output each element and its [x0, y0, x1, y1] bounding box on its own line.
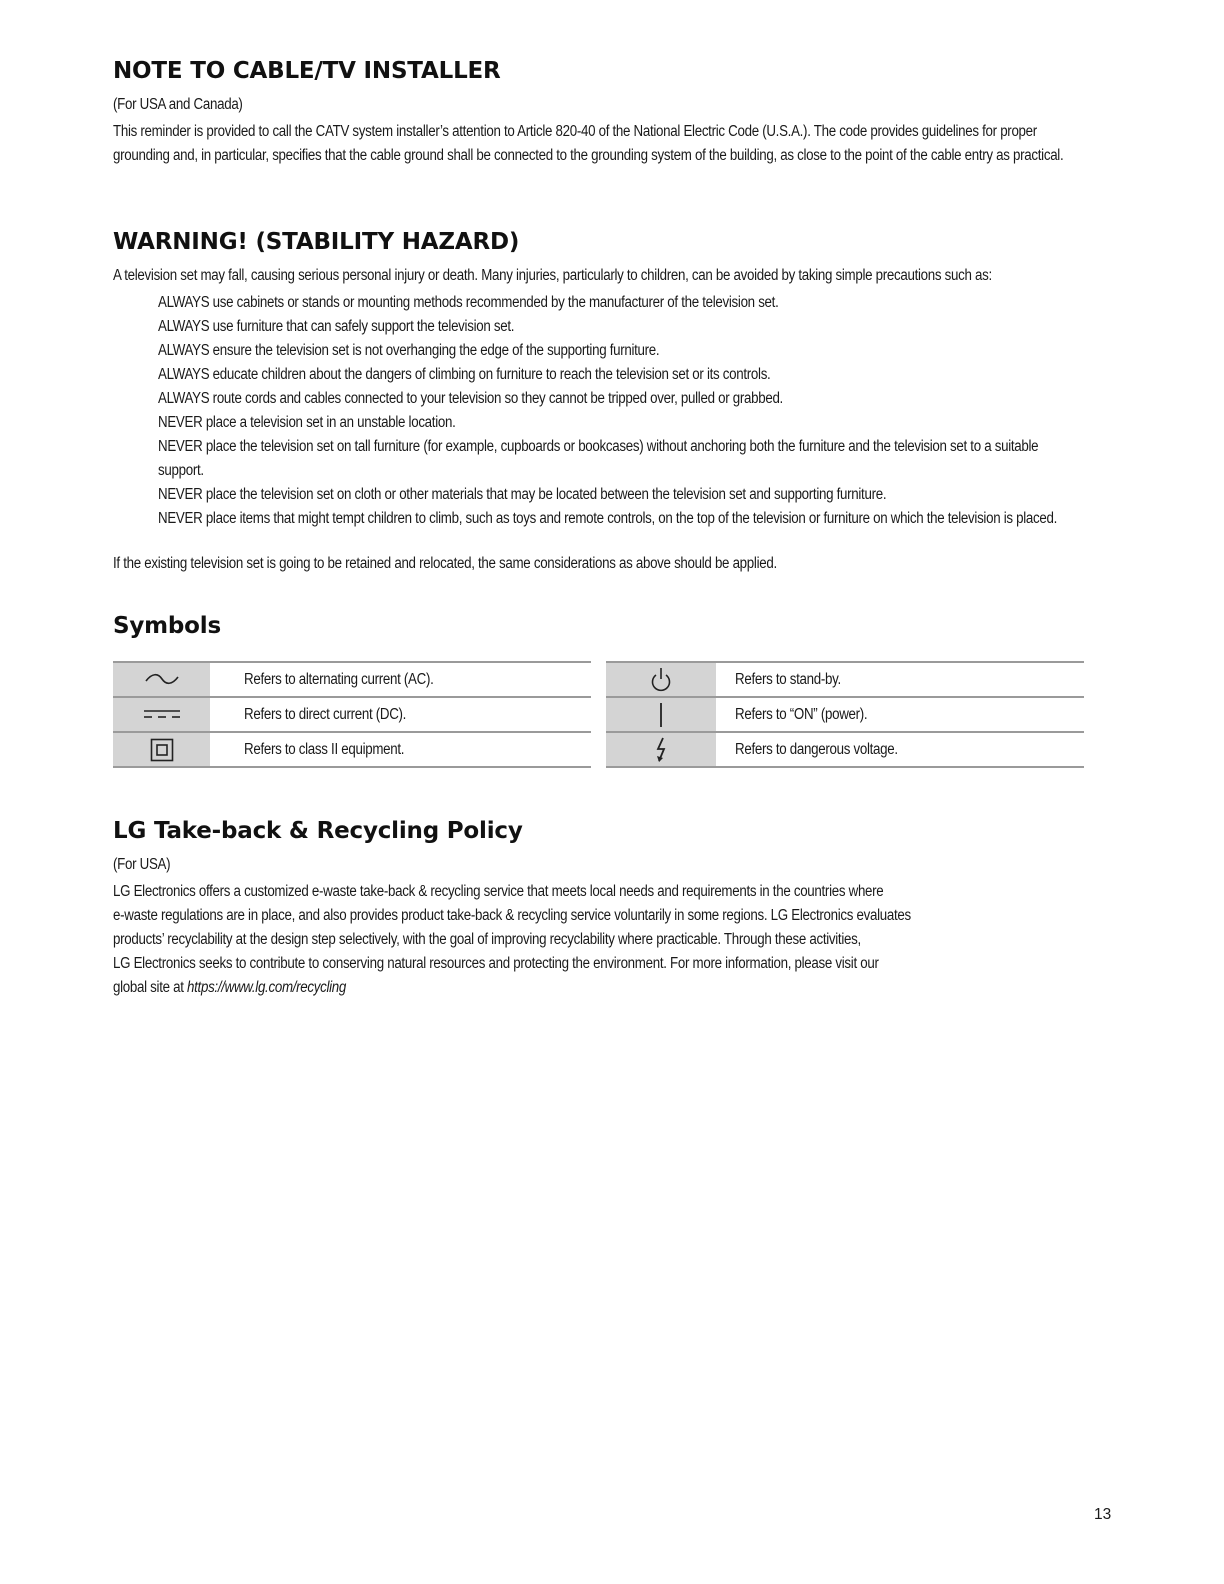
warning-closing: If the existing television set is going to be retained and relocated, the same considerations as above should be applied. [113, 555, 777, 572]
symbol-description: Refers to “ON” (power). [716, 697, 1084, 732]
warning-item: ALWAYS use cabinets or stands or mounting methods recommended by the manufacturer of the television set. [158, 294, 779, 311]
recycling-body-line: LG Electronics offers a customized e-waste take-back & recycling service that meets local needs and requirements in the countries where [113, 883, 884, 900]
symbols-table-right [606, 661, 1084, 768]
symbols-title: Symbols [113, 613, 221, 639]
class-ii-equipment-icon [150, 738, 174, 762]
symbol-row [606, 732, 1084, 767]
page-number: 13 [1094, 1506, 1112, 1523]
symbols-table-left [113, 661, 591, 768]
dangerous-voltage-icon [654, 737, 668, 763]
symbol-description: Refers to direct current (DC). [225, 697, 591, 732]
warning-item: NEVER place the television set on cloth or other materials that may be located between the television set and supporting furniture. [158, 486, 887, 503]
symbol-description: Refers to dangerous voltage. [716, 732, 1084, 767]
warning-title: WARNING! (STABILITY HAZARD) [113, 229, 520, 255]
recycling-subtitle: (For USA) [113, 856, 171, 873]
warning-item: ALWAYS use furniture that can safely support the television set. [158, 318, 515, 335]
note-title: NOTE TO CABLE/TV INSTALLER [113, 58, 501, 84]
warning-item: ALWAYS ensure the television set is not overhanging the edge of the supporting furniture. [158, 342, 660, 359]
warning-item: ALWAYS educate children about the dangers of climbing on furniture to reach the television set or its controls. [158, 366, 771, 383]
recycling-title: LG Take-back & Recycling Policy [113, 818, 523, 844]
recycling-link-prefix: global site at [113, 979, 188, 996]
symbol-icon-cell [113, 662, 210, 697]
recycling-link[interactable]: https://www.lg.com/recycling [187, 979, 347, 996]
symbol-description: Refers to stand-by. [716, 662, 1084, 697]
symbol-icon-cell [606, 732, 716, 767]
warning-list [158, 291, 1083, 531]
power-on-icon [658, 702, 664, 728]
recycling-body-line: products’ recyclability at the design step selectively, with the goal of improving recyclability where practicable. Through these activities, [113, 931, 861, 948]
recycling-body-line: LG Electronics seeks to contribute to conserving natural resources and protecting the environment. For more information, please visit our [113, 955, 879, 972]
symbol-icon-cell [606, 697, 716, 732]
alternating-current-icon [144, 672, 180, 686]
warning-item: NEVER place the television set on tall furniture (for example, cupboards or bookcases) without anchoring both the furniture and the television set to a suitable support. [158, 438, 1039, 479]
recycling-body-line [113, 976, 1007, 1000]
recycling-body-line: e-waste regulations are in place, and also provides product take-back & recycling service voluntarily in some regions. LG Electronics evaluates [113, 907, 911, 924]
symbol-row [113, 662, 591, 697]
direct-current-icon [143, 708, 181, 720]
symbol-icon-cell [113, 732, 210, 767]
symbol-row [113, 697, 591, 732]
symbol-row [113, 732, 591, 767]
symbol-icon-cell [606, 662, 716, 697]
note-subtitle: (For USA and Canada) [113, 96, 243, 113]
symbol-description: Refers to alternating current (AC). [225, 662, 591, 697]
symbol-icon-cell [113, 697, 210, 732]
note-body: This reminder is provided to call the CATV system installer’s attention to Article 820-40 of the National Electric Code (U.S.A.). The code provides guidelines for proper grounding and, in particular, specifies that the cable ground shall be connected to the grounding system of the building, as close to the point of the cable entry as practical. [113, 123, 1064, 164]
warning-item: ALWAYS route cords and cables connected to your television so they cannot be tripped over, pulled or grabbed. [158, 390, 783, 407]
standby-icon [650, 667, 672, 693]
recycling-body [113, 880, 1007, 1000]
warning-item: NEVER place a television set in an unstable location. [158, 414, 456, 431]
symbol-description: Refers to class II equipment. [225, 732, 591, 767]
warning-intro: A television set may fall, causing serious personal injury or death. Many injuries, particularly to children, can be avoided by taking simple precautions such as: [113, 267, 992, 284]
warning-item: NEVER place items that might tempt children to climb, such as toys and remote controls, on the top of the television or furniture on which the television is placed. [158, 510, 1058, 527]
symbol-row [606, 662, 1084, 697]
symbol-row [606, 697, 1084, 732]
